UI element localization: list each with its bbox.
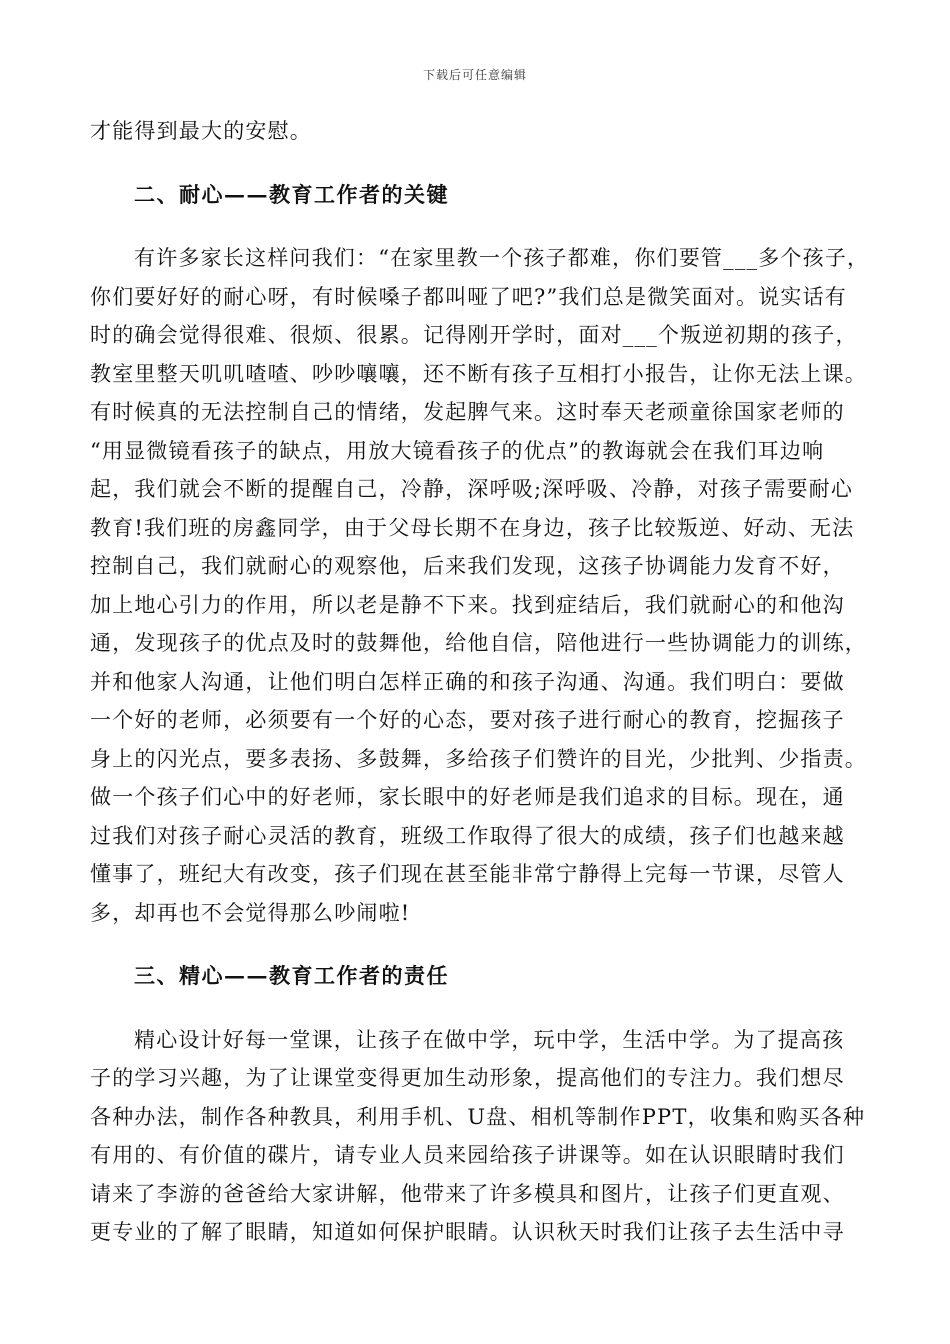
paragraph-line: 起，我们就会不断的提醒自己，冷静，深呼吸;深呼吸、冷静，对孩子需要耐心: [90, 477, 854, 501]
paragraph-line: 时的确会觉得很难、很烦、很累。记得刚开学时，面对___个叛逆初期的孩子，: [90, 323, 858, 347]
document-body: [90, 112, 870, 1252]
paragraph-line: 一个好的老师，必须要有一个好的心态，要对孩子进行耐心的教育，挖掘孩子: [90, 708, 845, 732]
paragraph-line: 有时候真的无法控制自己的情绪，发起脾气来。这时奉天老顽童徐国家老师的: [90, 400, 845, 424]
paragraph-line: 控制自己，我们就耐心的观察他，后来我们发现，这孩子协调能力发育不好，: [90, 554, 845, 578]
paragraph-line: 懂事了，班纪大有改变，孩子们现在甚至能非常宁静得上完每一节课，尽管人: [90, 862, 845, 886]
paragraph-line: 教室里整天叽叽喳喳、吵吵嚷嚷，还不断有孩子互相打小报告，让你无法上课。: [90, 361, 867, 386]
paragraph-line: 你们要好好的耐心呀，有时候嗓子都叫哑了吧?”我们总是微笑面对。说实话有: [90, 284, 847, 309]
paragraph-line: 有许多家长这样问我们：“在家里教一个孩子都难，你们要管___多个孩子，: [134, 246, 870, 270]
section-paragraph-care: [90, 1021, 870, 1252]
paragraph-line: 过我们对孩子耐心灵活的教育，班级工作取得了很大的成绩，孩子们也越来越: [90, 823, 845, 848]
paragraph-line: 更专业的了解了眼睛，知道如何保护眼睛。认识秋天时我们让孩子去生活中寻: [90, 1220, 845, 1244]
page-header-note: 下载后可任意编辑: [422, 68, 527, 82]
paragraph-line: 精心设计好每一堂课，让孩子在做中学，玩中学，生活中学。为了提高孩: [134, 1027, 845, 1052]
section-heading-care: 三、精心——教育工作者的责任: [134, 963, 449, 988]
paragraph-line: 各种办法，制作各种教具，利用手机、U盘、相机等制作PPT，收集和购买各种: [90, 1104, 866, 1129]
paragraph-line: 教育!我们班的房鑫同学，由于父母长期不在身边，孩子比较叛逆、好动、无法: [90, 515, 855, 540]
section-heading-patience: 二、耐心——教育工作者的关键: [134, 181, 449, 207]
paragraph-line: 多，却再也不会觉得那么吵闹啦!: [90, 900, 411, 925]
paragraph-line: “用显微镜看孩子的缺点，用放大镜看孩子的优点”的教诲就会在我们耳边响: [90, 438, 825, 463]
paragraph-line: 有用的、有价值的碟片，请专业人员来园给孩子讲课等。如在认识眼睛时我们: [90, 1143, 845, 1167]
paragraph-line: 通，发现孩子的优点及时的鼓舞他，给他自信，陪他进行一些协调能力的训练，: [90, 631, 867, 655]
paragraph-line: 身上的闪光点，要多表扬、多鼓舞，多给孩子们赞许的目光，少批判、少指责。: [90, 746, 867, 771]
paragraph-line: 加上地心引力的作用，所以老是静不下来。找到症结后，我们就耐心的和他沟: [90, 592, 845, 617]
opening-line: 才能得到最大的安慰。: [90, 119, 312, 143]
paragraph-line: 请来了李游的爸爸给大家讲解，他带来了许多模具和图片，让孩子们更直观、: [90, 1181, 845, 1206]
paragraph-line: 并和他家人沟通，让他们明白怎样正确的和孩子沟通、沟通。我们明白：要做: [90, 669, 845, 694]
paragraph-line: 做一个孩子们心中的好老师，家长眼中的好老师是我们追求的目标。现在，通: [90, 785, 845, 809]
paragraph-line: 子的学习兴趣，为了让课堂变得更加生动形象，提高他们的专注力。我们想尽: [90, 1066, 845, 1090]
section-paragraph-patience: [90, 239, 870, 932]
